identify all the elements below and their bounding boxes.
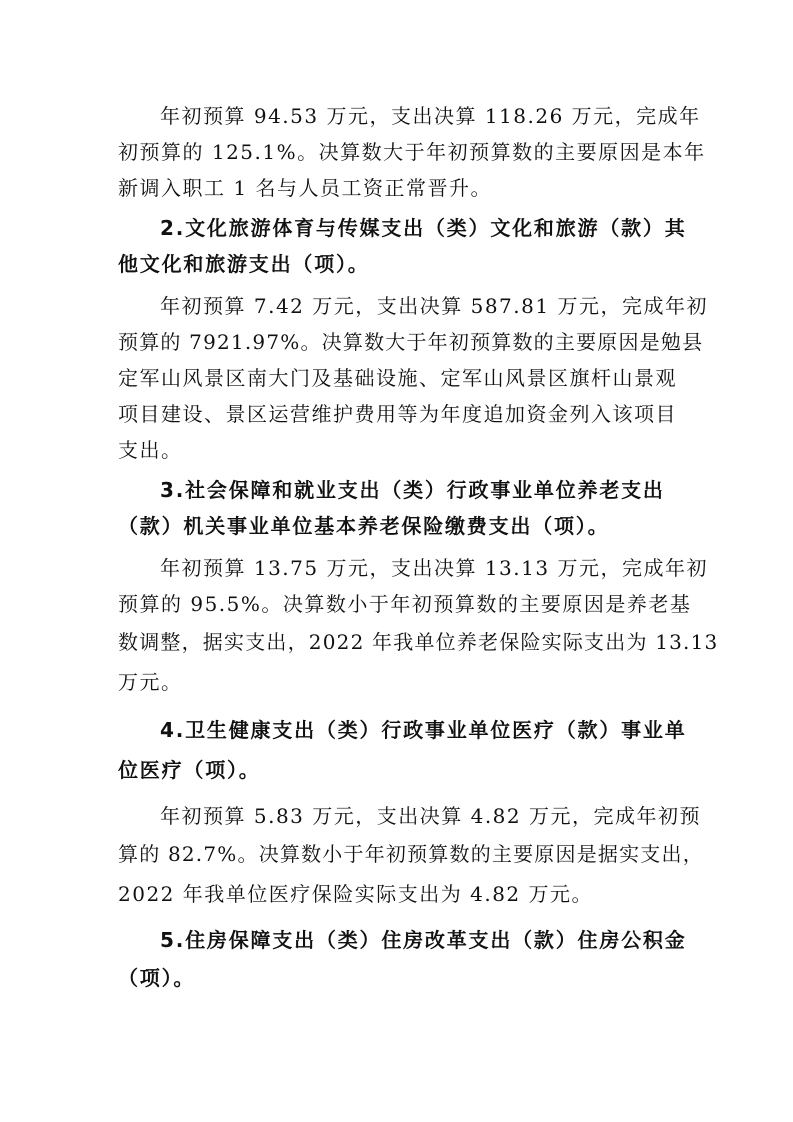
paragraph-line: 年初预算 5.83 万元，支出决算 4.82 万元，完成年初预 <box>160 804 701 828</box>
paragraph-line: 定军山风景区南大门及基础设施、定军山风景区旗杆山景观 <box>118 366 677 390</box>
paragraph-line: 2022 年我单位医疗保险实际支出为 4.82 万元。 <box>118 882 594 906</box>
section-heading: 位医疗（项）。 <box>118 758 261 782</box>
section-heading: 4.卫生健康支出（类）行政事业单位医疗（款）事业单 <box>160 718 687 742</box>
paragraph-line: 年初预算 13.75 万元，支出决算 13.13 万元，完成年初 <box>160 556 708 580</box>
paragraph-line: 年初预算 94.53 万元，支出决算 118.26 万元，完成年 <box>160 104 701 128</box>
section-heading: 他文化和旅游支出（项）。 <box>118 252 370 276</box>
paragraph-line: 初预算的 125.1%。决算数大于年初预算数的主要原因是本年 <box>118 140 706 164</box>
section-heading: （款）机关事业单位基本养老保险缴费支出（项）。 <box>118 514 610 538</box>
paragraph-line: 新调入职工 1 名与人员工资正常晋升。 <box>118 176 492 200</box>
paragraph-line: 万元。 <box>118 670 183 694</box>
section-heading: 5.住房保障支出（类）住房改革支出（款）住房公积金 <box>160 928 687 952</box>
section-heading: 3.社会保障和就业支出（类）行政事业单位养老支出 <box>160 478 665 502</box>
paragraph-line: 预算的 7921.97%。决算数大于年初预算数的主要原因是勉县 <box>118 330 704 354</box>
paragraph-line: 项目建设、景区运营维护费用等为年度追加资金列入该项目 <box>118 402 677 426</box>
section-heading: 2.文化旅游体育与传媒支出（类）文化和旅游（款）其 <box>160 216 687 240</box>
paragraph-line: 预算的 95.5%。决算数小于年初预算数的主要原因是养老基 <box>118 592 692 616</box>
paragraph-line: 支出。 <box>118 438 183 462</box>
paragraph-line: 算的 82.7%。决算数小于年初预算数的主要原因是据实支出， <box>118 842 704 866</box>
section-heading: （项）。 <box>118 966 196 990</box>
paragraph-line: 数调整，据实支出，2022 年我单位养老保险实际支出为 13.13 <box>118 630 719 654</box>
paragraph-line: 年初预算 7.42 万元，支出决算 587.81 万元，完成年初 <box>160 294 708 318</box>
